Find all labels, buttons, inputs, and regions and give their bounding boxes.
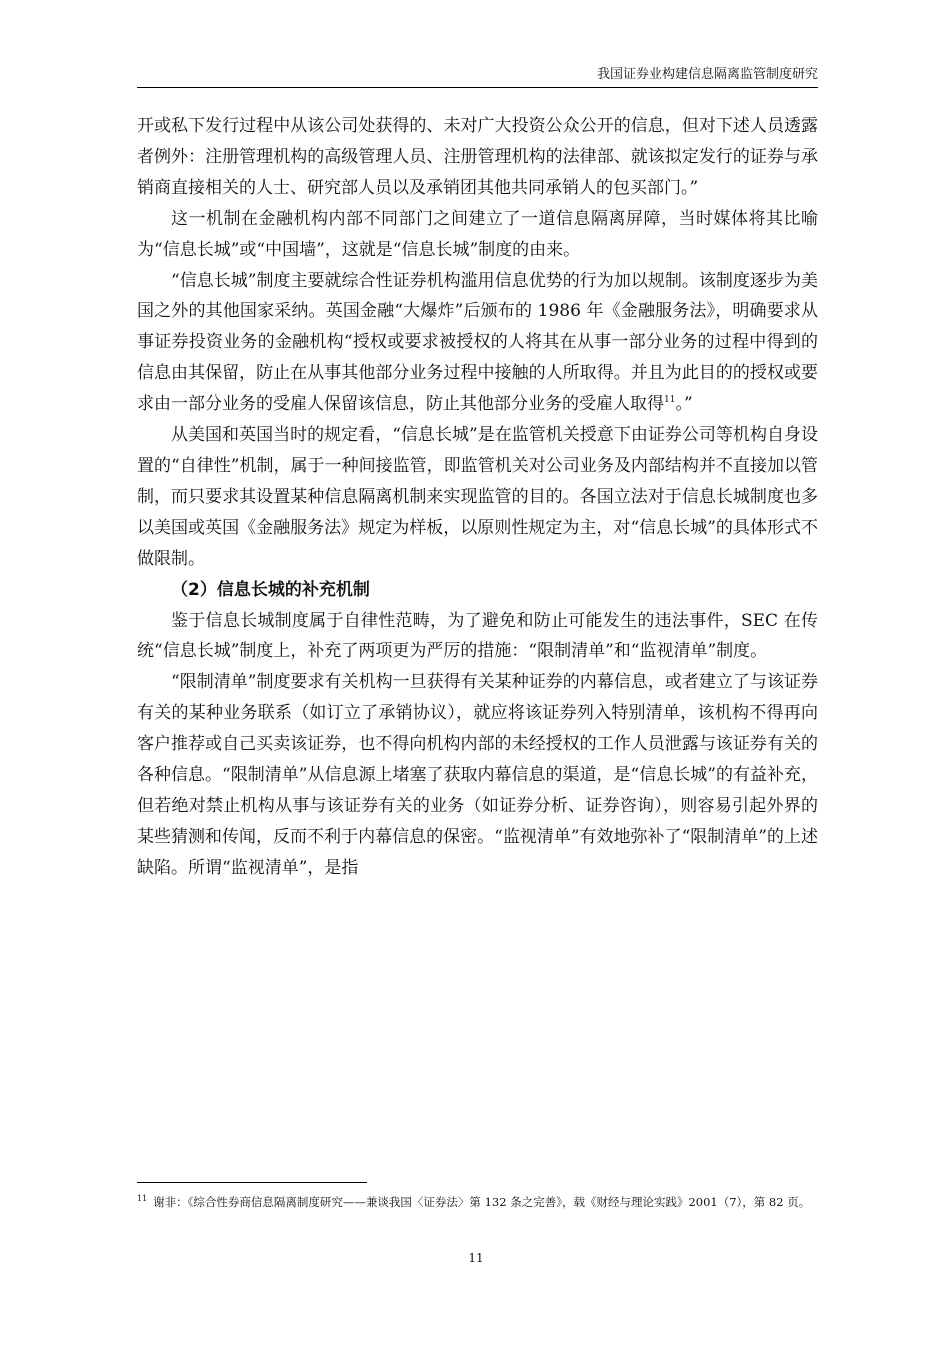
footnote-number: 11: [137, 1194, 148, 1203]
paragraph-text: “信息长城”制度主要就综合性证券机构滥用信息优势的行为加以规制。该制度逐步为美国之外的其他国家采纳。英国金融“大爆炸”后颁布的 1986 年《金融服务法》，明确要求从事证券投资业务的金融机构“授权或要求被授权的人将其在从事一部分业务的过程中得到的信息由其保留，防止在从事其他部分业务过程中接触的人所取得。并且为此目的的授权或要求由一部分业务的受雇人保留该信息，防止其他部分业务的受雇人取得: [137, 270, 818, 415]
footnote-text: 谢非：《综合性券商信息隔离制度研究——兼谈我国〈证券法〉第 132 条之完善》，载《财经与理论实践》2001（7），第 82 页。: [153, 1195, 811, 1209]
footnote-reference[interactable]: 11: [664, 395, 676, 406]
paragraph-text-end: 。”: [675, 394, 693, 415]
footnote: [137, 1193, 818, 1211]
paragraph-with-footnote: [137, 266, 818, 421]
paragraph: 这一机制在金融机构内部不同部门之间建立了一道信息隔离屏障，当时媒体将其比喻为“信息长城”或“中国墙”，这就是“信息长城”制度的由来。: [137, 208, 818, 260]
running-header: 我国证券业构建信息隔离监管制度研究: [596, 67, 818, 82]
page-number: 11: [468, 1251, 484, 1265]
paragraph: “限制清单”制度要求有关机构一旦获得有关某种证券的内幕信息，或者建立了与该证券有关的某种业务联系（如订立了承销协议），就应将该证券列入特别清单，该机构不得再向客户推荐或自己买卖该证券，也不得向机构内部的未经授权的工作人员泄露与该证券有关的各种信息。“限制清单”从信息源上堵塞了获取内幕信息的渠道，是“信息长城”的有益补充，但若绝对禁止机构从事与该证券有关的业务（如证券分析、证券咨询），则容易引起外界的某些猜测和传闻，反而不利于内幕信息的保密。“监视清单”有效地弥补了“限制清单”的上述缺陷。所谓“监视清单”，是指: [137, 672, 818, 878]
paragraph-continued: 开或私下发行过程中从该公司处获得的、未对广大投资公众公开的信息，但对下述人员透露者例外：注册管理机构的高级管理人员、注册管理机构的法律部、就该拟定发行的证券与承销商直接相关的人士、研究部人员以及承销团其他共同承销人的包买部门。”: [137, 116, 818, 198]
paragraph: 鉴于信息长城制度属于自律性范畴，为了避免和防止可能发生的违法事件，SEC 在传统“信息长城”制度上，补充了两项更为严厉的措施：“限制清单”和“监视清单”制度。: [137, 610, 818, 662]
section-subheading: （2）信息长城的补充机制: [171, 579, 370, 600]
body-text: [137, 111, 818, 884]
footnote-rule: [137, 1182, 367, 1183]
header-rule: [137, 87, 818, 88]
paragraph: 从美国和英国当时的规定看，“信息长城”是在监管机关授意下由证券公司等机构自身设置的“自律性”机制，属于一种间接监管，即监管机关对公司业务及内部结构并不直接加以管制，而只要求其设置某种信息隔离机制来实现监管的目的。各国立法对于信息长城制度也多以美国或英国《金融服务法》规定为样板，以原则性规定为主，对“信息长城”的具体形式不做限制。: [137, 425, 818, 569]
